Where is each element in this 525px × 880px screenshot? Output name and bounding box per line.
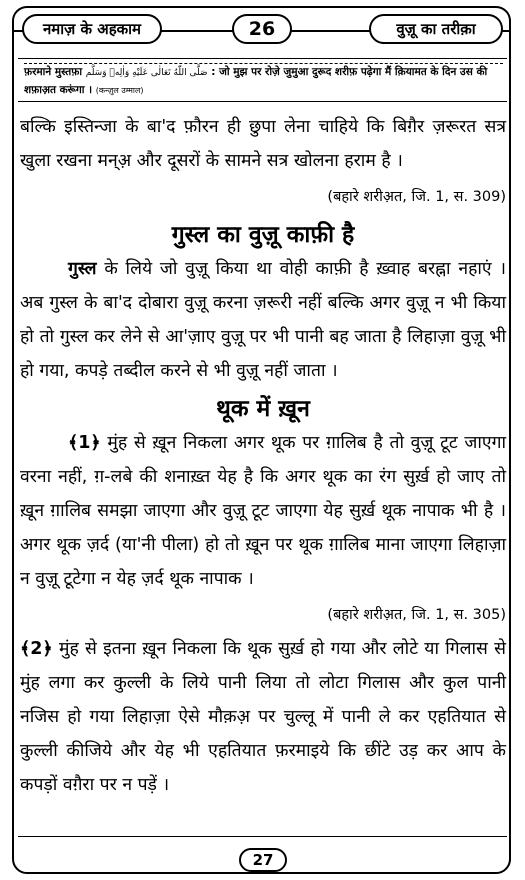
reference-2: (बहारे शरीअ़त, जि. 1, स. 305) [327, 607, 506, 623]
paragraph-item-2 [20, 632, 506, 802]
farmaan-text-2: शफ़ाअ़त करूंगा । [24, 84, 93, 96]
farmaan-line-2 [24, 82, 503, 99]
footer-rule [18, 836, 507, 837]
farmaan-text-1: : जो मुझ पर रोज़े जुमुआ दुरूद शरीफ़ पढ़ेगा मैं क़ियामत के दिन उस की [211, 66, 488, 78]
header-rule-center-left [160, 30, 234, 32]
item-1-number: ﴾1﴿ [68, 433, 101, 453]
farmaan-salutation: صَلَّى اللّٰهُ تَعَالٰى عَلَيْهِ وَاٰلِهٖ وَسَلَّم [85, 68, 208, 78]
header-chapter-title: वुज़ू का तरीक़ा [369, 14, 503, 44]
footer-page-number: 27 [239, 848, 287, 872]
farmaan-label: फ़रमाने मुस्तफ़ा [24, 66, 83, 78]
paragraph-item-1 [20, 426, 506, 596]
header-rule-center-right [290, 30, 370, 32]
heading-ghusl: गुस्ल का वुज़ू काफ़ी है [171, 222, 355, 248]
farmaan-line-1 [24, 64, 503, 82]
item-2-text: मुंह से इतना ख़ून निकला कि थूक सुर्ख़ हो गया और लोटे या गिलास से मुंह लगा कर कुल्ली के लिये पानी लिया तो लोटा गिलास और कुल पानी नजिस हो गया लिहाज़ा ऐसे मौक़अ़ पर चुल्लू में पानी ले कर एहतियात से कुल्ली कीजिये और येह भी एहतियात फ़रमाइये कि छींटे उड़ कर आप के कपड़ों वग़ैरा पर न पड़ें । [20, 639, 506, 795]
main-content [20, 110, 506, 802]
reference-1: (बहारे शरीअ़त, जि. 1, स. 309) [327, 189, 506, 205]
farmaan-source: (कन्ज़ुल उम्माल) [95, 86, 144, 95]
paragraph-istinja: बल्कि इस्तिन्जा के बा'द फ़ौरन ही छुपा लेना चाहिये कि बिग़ैर ज़रूरत सत्र खुला रखना मन्अ़ और दूसरों के सामने सत्र खोलना हराम है । [20, 117, 506, 171]
farmaan-box [18, 58, 507, 102]
header-page-number: 26 [232, 14, 292, 44]
item-1-text: मुंह से ख़ून निकला अगर थूक पर ग़ालिब है तो वुज़ू टूट जाएगा वरना नहीं, ग़-लबे की शनाख़्त येह है कि अगर थूक का रंग सुर्ख़ हो जाए तो ख़ून ग़ालिब समझा जाएगा और वुज़ू टूट जाएगा येह सुर्ख़ थूक नापाक भी है । अगर थूक ज़र्द (या'नी पीला) हो तो ख़ून पर थूक ग़ालिब माना जाएगा लिहाज़ा न वुज़ू टूटेगा न येह ज़र्द थूक नापाक । [20, 433, 506, 589]
paragraph-ghusl-bold-word: गुस्ल [68, 259, 97, 279]
paragraph-ghusl [20, 252, 506, 388]
heading-blood-in-saliva: थूक में ख़ून [216, 396, 310, 422]
header-book-title: नमाज़ के अहकाम [22, 14, 162, 44]
item-2-number: ﴾2﴿ [20, 639, 53, 659]
paragraph-ghusl-text: के लिये जो वुज़ू किया था वोही काफ़ी है ख़्वाह बरह्ना नहाएं । अब गुस्ल के बा'द दोबारा वुज़ू करना ज़रूरी नहीं बल्कि अगर वुज़ू न भी किया हो तो गुस्ल कर लेने से आ'ज़ाए वुज़ू पर भी पानी बह जाता है लिहाज़ा वुज़ू भी हो गया, कपड़े तब्दील करने से भी वुज़ू नहीं जाता । [20, 259, 506, 381]
